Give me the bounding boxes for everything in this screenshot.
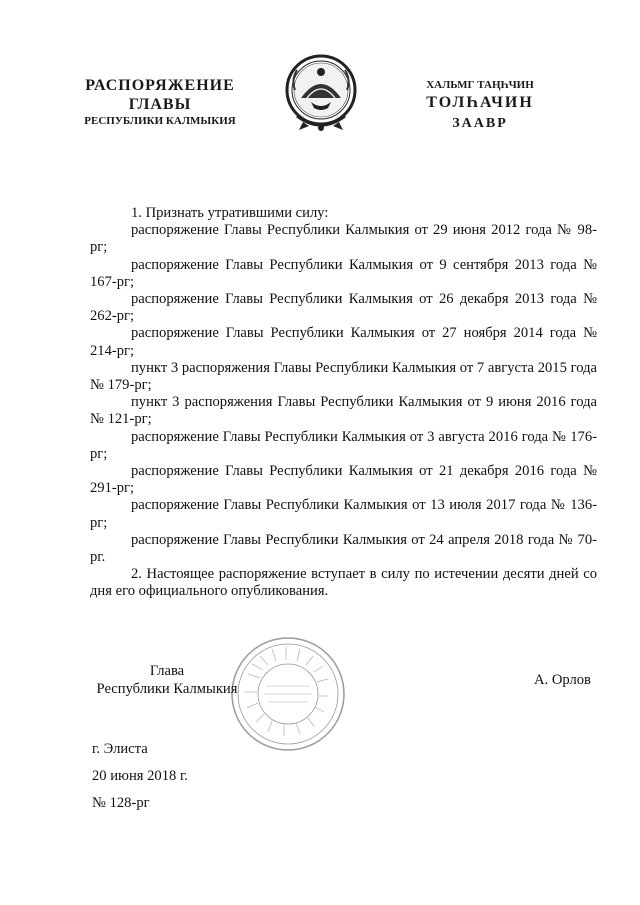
clause-3: распоряжение Главы Республики Калмыкия от 26 декабря 2013 года № 262-рг; (90, 291, 597, 325)
clause-8: распоряжение Главы Республики Калмыкия от 21 декабря 2016 года № 291-рг; (90, 463, 597, 497)
kalmyk-doc-type: ЗААВР (452, 116, 508, 131)
clause-7: распоряжение Главы Республики Калмыкия от 3 августа 2016 года № 176-рг; (90, 428, 597, 462)
signer-title (92, 662, 242, 698)
clause-9: распоряжение Главы Республики Калмыкия от 13 июля 2017 года № 136-рг; (90, 497, 597, 531)
document-place: г. Элиста (92, 741, 148, 757)
document-number: № 128-рг (92, 795, 150, 811)
clause-2: распоряжение Главы Республики Калмыкия от 9 сентября 2013 года № 167-рг; (90, 256, 597, 290)
clause-5: пункт 3 распоряжения Главы Республики Калмыкия от 7 августа 2015 года № 179-рг; (90, 359, 597, 394)
final-paragraph: 2. Настоящее распоряжение вступает в силу по истечении десяти дней со дня его официального опубликования. (90, 566, 597, 600)
doc-issuer-title: ГЛАВЫ (128, 96, 192, 113)
doc-type-title: РАСПОРЯЖЕНИЕ (85, 77, 235, 94)
signer-title-line1: Глава (149, 663, 185, 679)
clause-1: распоряжение Главы Республики Калмыкия от 29 июня 2012 года № 98-рг; (90, 222, 597, 256)
clause-6: пункт 3 распоряжения Главы Республики Калмыкия от 9 июня 2016 года № 121-рг; (90, 394, 597, 428)
signer-name: А. Орлов (534, 672, 591, 688)
header-right (410, 78, 550, 134)
clause-4: распоряжение Главы Республики Калмыкия от 27 ноября 2014 года № 214-рг; (90, 325, 597, 359)
signer-title-line2: Республики Калмыкия (96, 681, 238, 697)
intro-paragraph: 1. Признать утратившими силу: (131, 205, 329, 221)
header-left (70, 76, 250, 128)
kalmyk-issuer-line: ХАЛЬМГ ТАҢҺЧИН (426, 79, 534, 91)
coat-of-arms-emblem-icon (281, 50, 361, 140)
document-date: 20 июня 2018 г. (92, 768, 188, 784)
clause-10: распоряжение Главы Республики Калмыкия от 24 апреля 2018 года № 70-рг. (90, 531, 597, 566)
kalmyk-head-title: ТОЛҺАЧИН (426, 94, 534, 111)
doc-republic-title: РЕСПУБЛИКИ КАЛМЫКИЯ (84, 115, 236, 127)
official-stamp-icon (228, 634, 348, 754)
document-body (90, 205, 597, 601)
